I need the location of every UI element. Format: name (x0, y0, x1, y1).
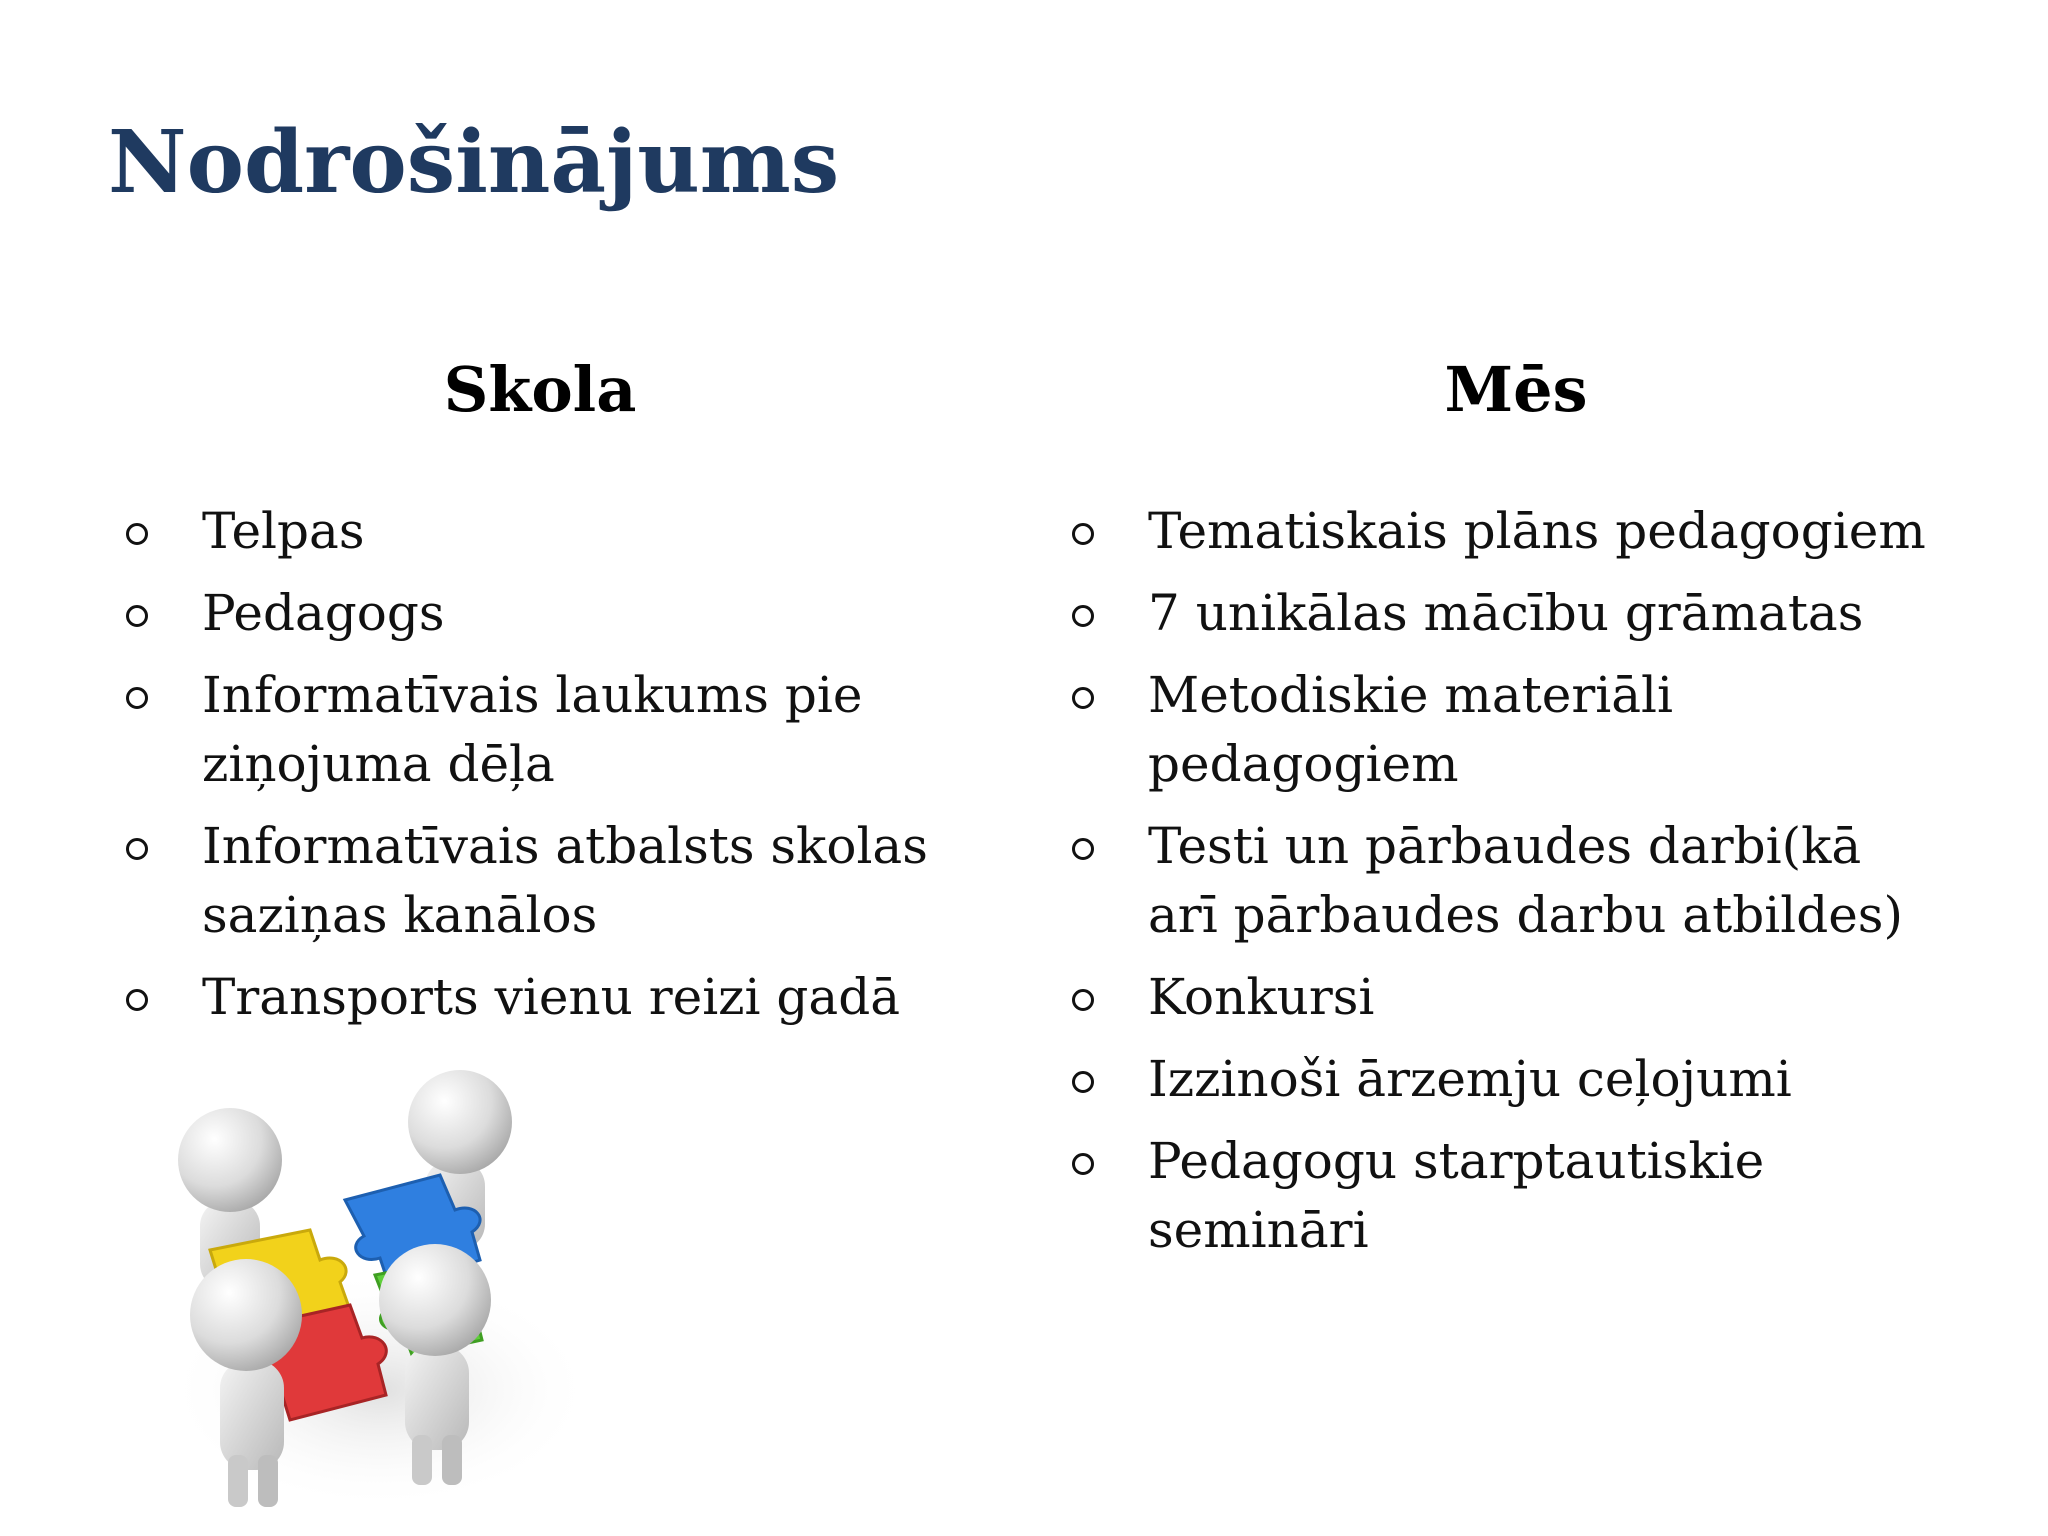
list-item: Izzinoši ārzemju ceļojumi (1066, 1045, 1946, 1114)
hollow-circle-bullet-icon (126, 605, 148, 627)
list-item: Metodiskie materiāli pedagogiem (1066, 661, 1946, 799)
list-item: Transports vienu reizi gadā (120, 963, 960, 1032)
hollow-circle-bullet-icon (1072, 605, 1094, 627)
hollow-circle-bullet-icon (126, 838, 148, 860)
list-item: 7 unikālas mācību grāmatas (1066, 579, 1946, 648)
hollow-circle-bullet-icon (1072, 838, 1094, 860)
people-assembling-puzzle-icon (150, 1060, 610, 1520)
list-item: Pedagogu starptautiskie semināri (1066, 1127, 1946, 1265)
list-item: Testi un pārbaudes darbi(kā arī pārbaudes darbu atbildes) (1066, 812, 1946, 950)
hollow-circle-bullet-icon (1072, 989, 1094, 1011)
list-item: Telpas (120, 497, 960, 566)
hollow-circle-bullet-icon (1072, 687, 1094, 709)
slide-title: Nodrošinājums (108, 112, 840, 213)
right-column (1066, 345, 1946, 1278)
hollow-circle-bullet-icon (1072, 523, 1094, 545)
right-bullet-list (1066, 497, 1946, 1265)
list-item: Informatīvais laukums pie ziņojuma dēļa (120, 661, 960, 799)
hollow-circle-bullet-icon (126, 989, 148, 1011)
hollow-circle-bullet-icon (1072, 1071, 1094, 1093)
hollow-circle-bullet-icon (126, 687, 148, 709)
hollow-circle-bullet-icon (126, 523, 148, 545)
list-item: Informatīvais atbalsts skolas saziņas kanālos (120, 812, 960, 950)
left-column-heading: Skola (443, 353, 637, 426)
list-item: Tematiskais plāns pedagogiem (1066, 497, 1946, 566)
list-item: Konkursi (1066, 963, 1946, 1032)
list-item: Pedagogs (120, 579, 960, 648)
hollow-circle-bullet-icon (1072, 1153, 1094, 1175)
left-column (120, 345, 960, 1045)
right-column-heading: Mēs (1444, 353, 1588, 426)
left-bullet-list (120, 497, 960, 1032)
